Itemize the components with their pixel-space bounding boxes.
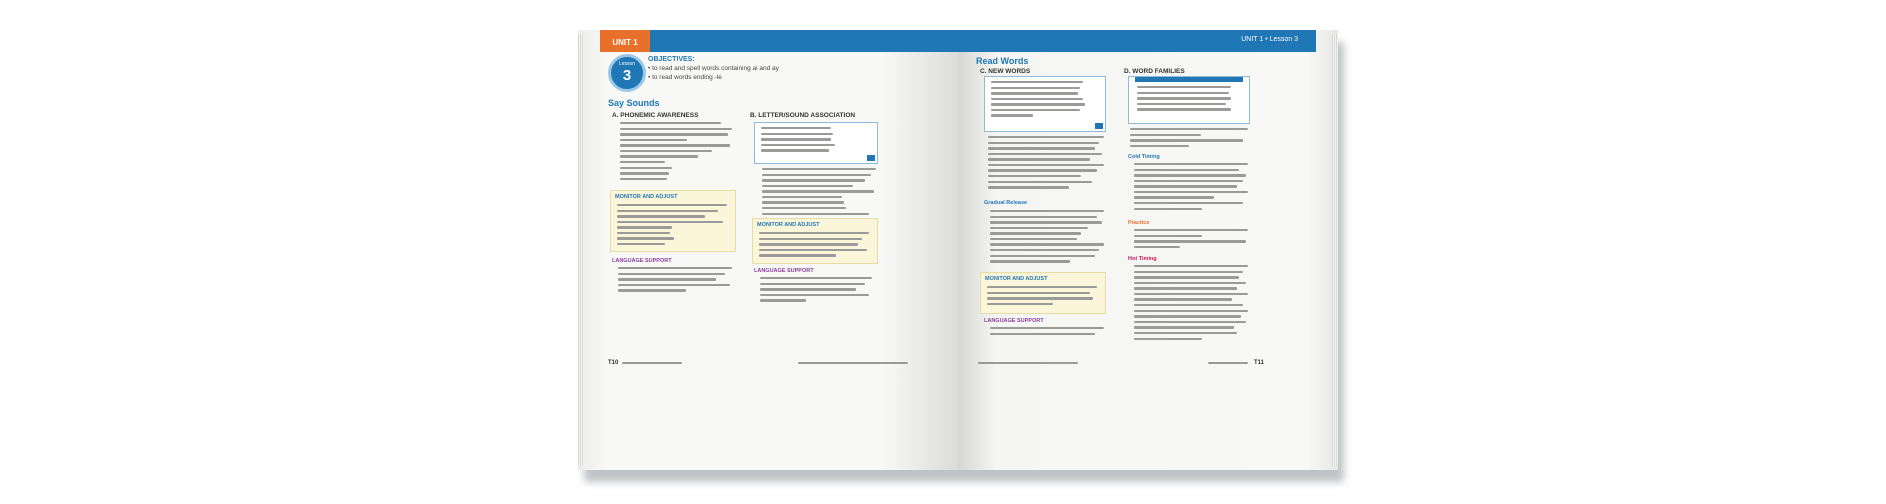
audio-icon <box>867 155 875 161</box>
open-book <box>578 30 1338 470</box>
lesson-badge <box>608 54 646 92</box>
lesson-number: 3 <box>622 67 632 84</box>
word-families-table <box>1128 76 1250 124</box>
monitor-adjust-box-2 <box>752 218 878 264</box>
text-block <box>1134 265 1248 343</box>
lesson-word: Lesson <box>618 61 636 67</box>
unit-lesson-header: UNIT 1 • Lesson 3 <box>1241 36 1298 43</box>
language-support-label: LANGUAGE SUPPORT <box>754 268 814 274</box>
text-block <box>1130 128 1248 150</box>
cold-timing-label: Cold Timing <box>1128 154 1160 160</box>
unit-tab: UNIT 1 <box>600 30 650 52</box>
page-number-left: T10 <box>608 360 619 366</box>
language-support-label: LANGUAGE SUPPORT <box>984 318 1044 324</box>
page-number-right: T11 <box>1254 360 1265 366</box>
section-title-say-sounds: Say Sounds <box>608 98 660 108</box>
text-block <box>618 267 732 295</box>
audio-icon <box>1095 123 1103 129</box>
text-block <box>1134 163 1248 213</box>
teaching-note-label: Gradual Release <box>984 200 1028 206</box>
text-block <box>1134 229 1248 251</box>
letter-table <box>754 122 878 164</box>
text-block <box>990 327 1104 338</box>
hot-timing-label: Hot Timing <box>1128 256 1157 262</box>
new-words-table <box>984 76 1106 132</box>
text-block <box>762 168 876 218</box>
objectives-title: OBJECTIVES: <box>648 56 695 63</box>
text-block <box>988 136 1104 192</box>
right-header-bar <box>958 30 1316 52</box>
box-title: MONITOR AND ADJUST <box>757 222 820 228</box>
practice-label: Practice <box>1128 220 1150 226</box>
monitor-adjust-box-3 <box>980 272 1106 314</box>
text-block <box>760 277 874 305</box>
text-block <box>620 122 732 183</box>
subheading-phonemic-awareness: A. PHONEMIC AWARENESS <box>612 112 699 119</box>
language-support-label: LANGUAGE SUPPORT <box>612 258 672 264</box>
box-title: MONITOR AND ADJUST <box>985 276 1048 282</box>
subheading-new-words: C. NEW WORDS <box>980 68 1031 75</box>
left-header-bar <box>600 30 958 52</box>
left-page <box>578 30 958 470</box>
left-page-edge <box>578 34 584 466</box>
monitor-adjust-box <box>610 190 736 252</box>
right-page <box>958 30 1338 470</box>
text-block <box>990 210 1104 266</box>
objective-item: • to read and spell words containing ai and ay <box>648 65 779 72</box>
objective-item: • to read words ending -le <box>648 74 722 81</box>
section-title-read-words: Read Words <box>976 56 1029 66</box>
subheading-word-families: D. WORD FAMILIES <box>1124 68 1185 75</box>
objectives <box>648 56 779 83</box>
right-page-edge <box>1332 34 1338 466</box>
subheading-letter-sound: B. LETTER/SOUND ASSOCIATION <box>750 112 856 119</box>
box-title: MONITOR AND ADJUST <box>615 194 678 200</box>
